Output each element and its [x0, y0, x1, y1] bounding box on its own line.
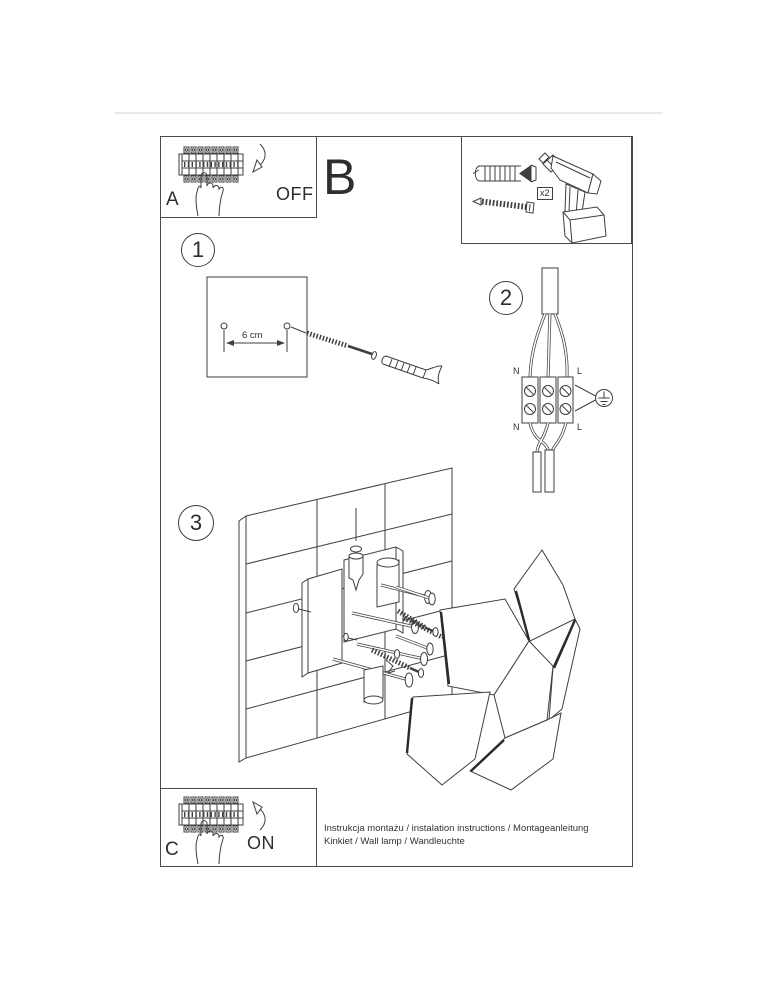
breaker-panel-icon — [179, 797, 243, 832]
earth-symbol-icon — [575, 385, 613, 411]
box-a-label: A — [166, 189, 179, 210]
terminal-l-bottom-label: L — [577, 422, 583, 432]
mains-cable-icon — [530, 268, 567, 377]
footer-line-1: Instrukcja montażu / instalation instructions / Montageanleitung — [324, 823, 589, 834]
off-label: OFF — [276, 184, 314, 204]
arrow-up-icon — [253, 802, 265, 830]
on-label: ON — [247, 833, 275, 853]
section-b-label: B — [323, 149, 357, 205]
hole-spacing-dimension: 6 cm — [242, 330, 263, 341]
step-3-number — [178, 505, 214, 541]
terminal-block-icon — [522, 377, 573, 423]
lamp-wires-icon — [530, 423, 566, 492]
step-2-number — [489, 281, 523, 315]
footer-line-2: Kinkiet / Wall lamp / Wandleuchte — [324, 836, 465, 847]
screw-icon — [307, 333, 377, 360]
breaker-panel-icon — [179, 147, 243, 182]
step-1-number — [181, 233, 215, 267]
drill-template-illustration — [207, 277, 307, 377]
step-2-digit: 2 — [499, 285, 513, 310]
wall-plug-icon — [382, 356, 442, 384]
terminal-n-top-label: N — [513, 366, 520, 376]
terminal-n-bottom-label: N — [513, 422, 520, 432]
screw-icon — [473, 198, 534, 213]
terminal-l-top-label: L — [577, 366, 583, 376]
mounting-bracket-illustration — [293, 508, 459, 704]
arrow-down-icon — [253, 144, 265, 172]
step-1-digit: 1 — [191, 237, 205, 262]
wall-plug-icon — [473, 165, 536, 182]
box-c-label: C — [165, 839, 179, 860]
quantity-badge: x2 — [537, 187, 553, 200]
step-3-digit: 3 — [189, 510, 203, 535]
pentagon-shade-illustration — [407, 550, 580, 790]
